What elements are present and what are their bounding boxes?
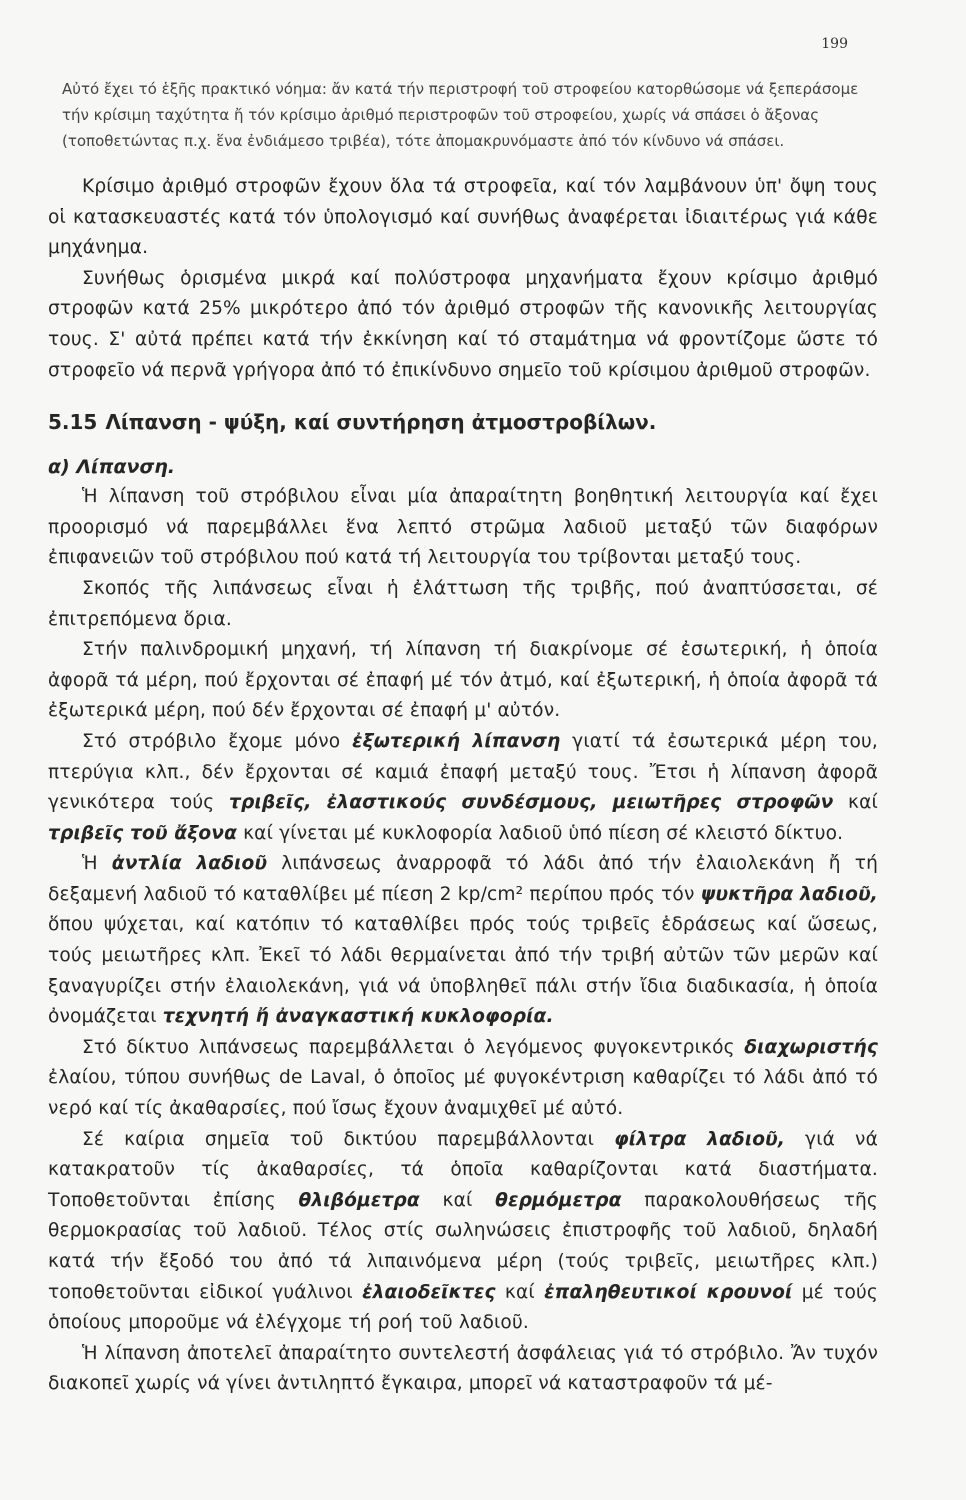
emphasis-term: ἐλαιοδεῖκτες xyxy=(362,1281,496,1303)
emphasis-term: ἀντλία λαδιοῦ xyxy=(111,853,268,875)
body-paragraph-2: Σκοπός τῆς λιπάνσεως εἶναι ἡ ἐλάττωση τῆς τριβῆς, πού ἀναπτύσσεται, σέ ἐπιτρεπόμενα ὅρια. xyxy=(48,577,878,630)
body-paragraph-4 xyxy=(48,727,878,849)
text-run: μέ τούς ὁποίους μποροῦμε νά ἐλέγχομε τή ροή τοῦ λαδιοῦ. xyxy=(48,1281,878,1334)
emphasis-term: τριβεῖς, ἐλαστικούς συνδέσμους, μειωτῆρες στροφῶν xyxy=(228,792,834,814)
emphasis-term: τριβεῖς τοῦ ἄξονα xyxy=(48,822,238,844)
text-run: γιατί τά ἐσωτερικά μέρη του, πτερύγια κλπ., δέν ἔρχονται σέ καμιά ἐπαφή μεταξύ τους. Ἔτσι ἡ λίπανση ἀφορᾶ γενικότερα τούς xyxy=(48,730,878,814)
emphasis-term: διαχωριστής xyxy=(744,1036,878,1058)
subsection-heading: α) Λίπανση. xyxy=(48,456,176,479)
text-run: Ἡ xyxy=(82,853,112,875)
body-paragraph-3: Στήν παλινδρομική μηχανή, τή λίπανση τή διακρίνομε σέ ἐσωτερική, ἡ ὁποία ἀφορᾶ τά μέρη, πού ἔρχονται σέ ἐπαφή μέ τόν ἀτμό, καί ἐξωτερική, ἡ ὁποία ἀφορᾶ τά ἐξωτερικά μέρη, πού δέν ἔρχονται σέ ἐπαφή μ' αὐτόν. xyxy=(48,639,878,722)
text-run: ἐλαίου, τύπου συνήθως de Laval, ὁ ὁποῖος μέ φυγοκέντριση καθαρίζει τό λάδι ἀπό τό νερό καί τίς ἀκαθαρσίες, πού ἴσως ἔχουν ἀναμιχθεῖ μέ αὐτό. xyxy=(48,1067,878,1120)
text-run: Σέ καίρια σημεῖα τοῦ δικτύου παρεμβάλλονται xyxy=(82,1128,615,1150)
section-number: 5.15 xyxy=(48,410,98,435)
text-run: Στό στρόβιλο ἔχομε μόνο xyxy=(82,730,353,752)
text-run: ὅπου ψύχεται, καί κατόπιν τό καταθλίβει πρός τούς τριβεῖς ἑδράσεως καί ὥσεως, τούς μειωτῆρες κλπ. Ἐκεῖ τό λάδι θερμαίνεται ἀπό τήν τριβή αὐτῶν τῶν μερῶν καί ξαναγυρίζει στήν ἐλαιολεκάνη, γιά νά ὑποβληθεῖ πάλι στήν ἴδια διαδικασία, ἡ ὁποία ὀνομάζεται xyxy=(48,914,878,1028)
page-number: 199 xyxy=(821,36,848,52)
emphasis-term: ἐξωτερική λίπανση xyxy=(352,730,561,752)
text-run: καί xyxy=(419,1189,496,1211)
text-run: γιά νά κατακρατοῦν τίς ἀκαθαρσίες, τά ὁποῖα καθαρίζονται κατά διαστήματα. Τοποθετοῦνται ἐπίσης xyxy=(48,1128,878,1211)
text-run: καί xyxy=(495,1281,545,1303)
section-title: Λίπανση - ψύξη, καί συντήρηση ἀτμοστροβίλων. xyxy=(105,410,657,435)
body-paragraph-5 xyxy=(48,849,878,1033)
emphasis-term: φίλτρα λαδιοῦ, xyxy=(614,1128,786,1150)
emphasis-term: ψυκτῆρα λαδιοῦ, xyxy=(700,883,878,905)
body-paragraph-1: Ἡ λίπανση τοῦ στρόβιλου εἶναι μία ἀπαραίτητη βοηθητική λειτουργία καί ἔχει προορισμό νά παρεμβάλλει ἕνα λεπτό στρῶμα λαδιοῦ μεταξύ τῶν διαφόρων ἐπιφανειῶν τοῦ στρόβιλου πού κατά τή λειτουργία του τρίβονται μεταξύ τους. xyxy=(48,486,878,569)
emphasis-term: ἐπαληθευτικοί κρουνοί xyxy=(544,1281,793,1303)
emphasis-term: τεχνητή ἤ ἀναγκαστική κυκλοφορία. xyxy=(162,1006,554,1028)
intro-paragraph-1: Κρίσιμο ἀριθμό στροφῶν ἔχουν ὅλα τά στροφεῖα, καί τόν λαμβάνουν ὑπ' ὄψη τους οἱ κατασκευαστές κατά τόν ὑπολογισμό καί συνήθως ἀναφέρεται ἰδιαιτέρως γιά κάθε μηχάνημα. xyxy=(48,176,878,259)
emphasis-term: θλιβόμετρα xyxy=(298,1189,420,1211)
emphasis-term: θερμόμετρα xyxy=(495,1189,622,1211)
text-run: Στό δίκτυο λιπάνσεως παρεμβάλλεται ὁ λεγόμενος φυγοκεντρικός xyxy=(82,1036,745,1058)
intro-paragraph-2: Συνήθως ὁρισμένα μικρά καί πολύστροφα μηχανήματα ἔχουν κρίσιμο ἀριθμό στροφῶν κατά 25% μικρότερο ἀπό τόν ἀριθμό στροφῶν τῆς κανονικῆς λειτουργίας τους. Σ' αὐτά πρέπει κατά τήν ἐκκίνηση καί τό σταμάτημα νά φροντίζομε ὥστε τό στροφεῖο νά περνᾶ γρήγορα ἀπό τό ἐπικίνδυνο σημεῖο τοῦ κρίσιμου ἀριθμοῦ στροφῶν. xyxy=(48,267,878,381)
body-paragraph-7 xyxy=(48,1125,878,1339)
footnote: Αὐτό ἔχει τό ἑξῆς πρακτικό νόημα: ἄν κατά τήν περιστροφή τοῦ στροφείου κατορθώσομε νά ξεπεράσομε τήν κρίσιμη ταχύτητα ἤ τόν κρίσιμο ἀριθμό περιστροφῶν τοῦ στροφείου, χωρίς νά σπάσει ὁ ἄξονας (τοποθετώντας π.χ. ἕνα ἐνδιάμεσο τριβέα), τότε ἀπομακρυνόμαστε ἀπό τόν κίνδυνο νά σπάσει. xyxy=(62,80,859,150)
body-paragraph-6 xyxy=(48,1033,878,1125)
body-paragraph-8: Ἡ λίπανση ἀποτελεῖ ἀπαραίτητο συντελεστή ἀσφάλειας γιά τό στρόβιλο. Ἄν τυχόν διακοπεῖ χωρίς νά γίνει ἀντιληπτό ἔγκαιρα, μπορεῖ νά καταστραφοῦν τά μέ- xyxy=(48,1342,878,1395)
page-content xyxy=(48,76,878,1400)
text-run: καί xyxy=(833,792,878,814)
text-run: παρακολουθήσεως τῆς θερμοκρασίας τοῦ λαδιοῦ. Τέλος στίς σωληνώσεις ἐπιστροφῆς τοῦ λαδιοῦ, δηλαδή κατά τήν ἔξοδό του ἀπό τά λιπαινόμενα μέρη (τούς τριβεῖς, μειωτῆρες κλπ.) τοποθετοῦνται εἰδικοί γυάλινοι xyxy=(48,1189,878,1303)
text-run: λιπάνσεως ἀναρροφᾶ τό λάδι ἀπό τήν ἐλαιολεκάνη ἤ τή δεξαμενή λαδιοῦ τό καταθλίβει μέ πίεση 2 kp/cm² περίπου πρός τόν xyxy=(48,853,878,905)
section-heading xyxy=(48,410,878,434)
text-run: καί γίνεται μέ κυκλοφορία λαδιοῦ ὑπό πίεση σέ κλειστό δίκτυο. xyxy=(237,822,844,844)
